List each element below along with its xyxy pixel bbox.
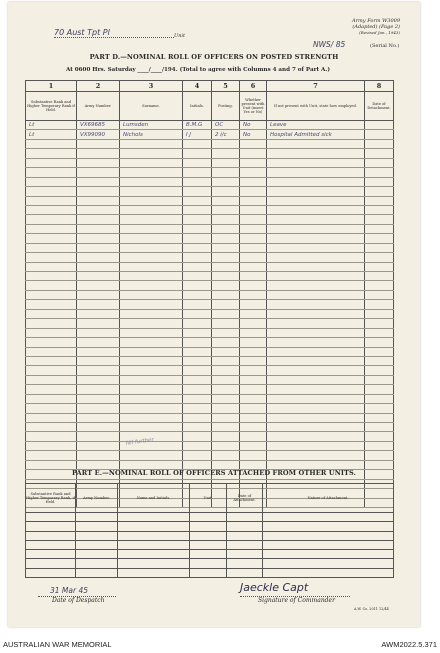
blank-row	[26, 319, 394, 328]
despatch-date-handwritten: 31 Mar 45	[50, 586, 89, 595]
blank-row	[26, 243, 394, 252]
e-header-army-number: Army Number.	[76, 484, 118, 513]
col-num: 8	[365, 81, 394, 92]
blank-row	[26, 441, 394, 450]
col-num: 3	[120, 81, 183, 92]
blank-row	[26, 356, 394, 365]
header-employed: If not present with Unit, state how employed.	[267, 92, 365, 121]
blank-row	[26, 309, 394, 318]
header-surname: Surname.	[120, 92, 183, 121]
blank-row	[26, 177, 394, 186]
blank-row	[26, 394, 394, 403]
cell-present: No	[240, 130, 267, 139]
blank-row	[26, 139, 394, 148]
e-header-nature: Nature of Attachment.	[263, 484, 394, 513]
blank-row	[26, 158, 394, 167]
cell-initials: I J	[183, 130, 212, 139]
footer-accession-number: AWM2022.5.371	[381, 640, 437, 649]
unit-underline	[54, 37, 174, 38]
table-row	[26, 121, 394, 130]
part-e-header-row	[26, 484, 394, 513]
blank-row	[26, 522, 394, 531]
blank-row	[26, 328, 394, 337]
header-present: Whether present with Unit (insert Yes or No)	[240, 92, 267, 121]
part-e-blank-rows	[26, 513, 394, 578]
blank-row	[26, 375, 394, 384]
blank-row	[26, 559, 394, 568]
cell-posting: OC	[212, 121, 240, 130]
blank-row	[26, 196, 394, 205]
blank-row	[26, 281, 394, 290]
cell-present: No	[240, 121, 267, 130]
printer-note: A.W. Co. 2011 12/44	[354, 607, 389, 611]
part-d-blank-rows	[26, 139, 394, 507]
blank-row	[26, 262, 394, 271]
blank-row	[26, 215, 394, 224]
blank-row	[26, 568, 394, 577]
cell-date	[365, 130, 394, 139]
cell-rank: Lt	[26, 130, 77, 139]
blank-row	[26, 168, 394, 177]
part-e-title: PART E.—NOMINAL ROLL OF OFFICERS ATTACHED FROM OTHER UNITS.	[71, 469, 357, 477]
form-ref-line2: (Adapted) (Page 2)	[352, 24, 400, 30]
col-num: 5	[212, 81, 240, 92]
cell-surname: Lumsden	[120, 121, 183, 130]
nil-further-note: Nil further	[125, 437, 155, 447]
despatch-label: Date of Despatch	[52, 597, 105, 604]
column-number-row	[26, 81, 394, 92]
form-ref	[330, 18, 400, 36]
cell-number: VX99090	[77, 130, 120, 139]
header-posting: Posting.	[212, 92, 240, 121]
blank-row	[26, 272, 394, 281]
blank-row	[26, 187, 394, 196]
form-ref-line1: Army Form W3009	[352, 18, 400, 24]
cell-rank: Lt	[26, 121, 77, 130]
header-row	[26, 92, 394, 121]
e-header-name: Name and Initials.	[118, 484, 190, 513]
commander-signature: Jaeckle Capt	[240, 581, 309, 594]
blank-row	[26, 205, 394, 214]
part-d-subtitle: At 0600 Hrs. Saturday ____/____/194. (Total to agree with Columns 4 and 7 of Part A.)	[66, 67, 330, 73]
blank-row	[26, 300, 394, 309]
part-d-table	[25, 80, 394, 508]
form-ref-line3: (Revised Jan., 1943)	[359, 30, 400, 35]
cell-date	[365, 121, 394, 130]
header-detachment-date: Date of Detachment.	[365, 92, 394, 121]
e-header-unit: Unit.	[190, 484, 227, 513]
form-sheet	[8, 2, 420, 627]
col-num: 6	[240, 81, 267, 92]
blank-row	[26, 451, 394, 460]
blank-row	[26, 423, 394, 432]
header-rank: Substantive Rank and Higher Temporary Rank if Held.	[26, 92, 77, 121]
col-num: 4	[183, 81, 212, 92]
e-header-rank: Substantive Rank and Higher Temporary Rank, if Held.	[26, 484, 76, 513]
blank-row	[26, 404, 394, 413]
cell-posting: 2 i/c	[212, 130, 240, 139]
col-num: 1	[26, 81, 77, 92]
blank-row	[26, 432, 394, 441]
col-num: 7	[267, 81, 365, 92]
header-army-number: Army Number.	[77, 92, 120, 121]
archive-footer	[0, 638, 440, 653]
blank-row	[26, 366, 394, 375]
serial-handwritten: NWS/ 85	[313, 40, 346, 49]
cell-employed: Hospital Admitted sick	[267, 130, 365, 139]
unit-label: Unit	[174, 33, 186, 39]
e-header-date: Date of Attachment.	[227, 484, 263, 513]
serial-label: (Serial No.)	[370, 43, 400, 49]
blank-row	[26, 347, 394, 356]
blank-row	[26, 413, 394, 422]
blank-row	[26, 234, 394, 243]
cell-initials: B.M.G	[183, 121, 212, 130]
header-initials: Initials.	[183, 92, 212, 121]
col-num: 2	[77, 81, 120, 92]
blank-row	[26, 149, 394, 158]
part-e-table	[25, 483, 394, 578]
table-row	[26, 130, 394, 139]
blank-row	[26, 540, 394, 549]
footer-institution: AUSTRALIAN WAR MEMORIAL	[3, 640, 112, 649]
blank-row	[26, 224, 394, 233]
blank-row	[26, 550, 394, 559]
unit-handwritten: 70 Aust Tpt Pl	[54, 28, 110, 37]
blank-row	[26, 338, 394, 347]
part-d-title: PART D.—NOMINAL ROLL OF OFFICERS ON POSTED STRENGTH	[89, 53, 339, 61]
cell-surname: Nichols	[120, 130, 183, 139]
blank-row	[26, 253, 394, 262]
blank-row	[26, 290, 394, 299]
commander-label: Signature of Commander	[258, 597, 335, 604]
blank-row	[26, 531, 394, 540]
cell-employed: Leave	[267, 121, 365, 130]
blank-row	[26, 385, 394, 394]
cell-number: VX69685	[77, 121, 120, 130]
blank-row	[26, 513, 394, 522]
